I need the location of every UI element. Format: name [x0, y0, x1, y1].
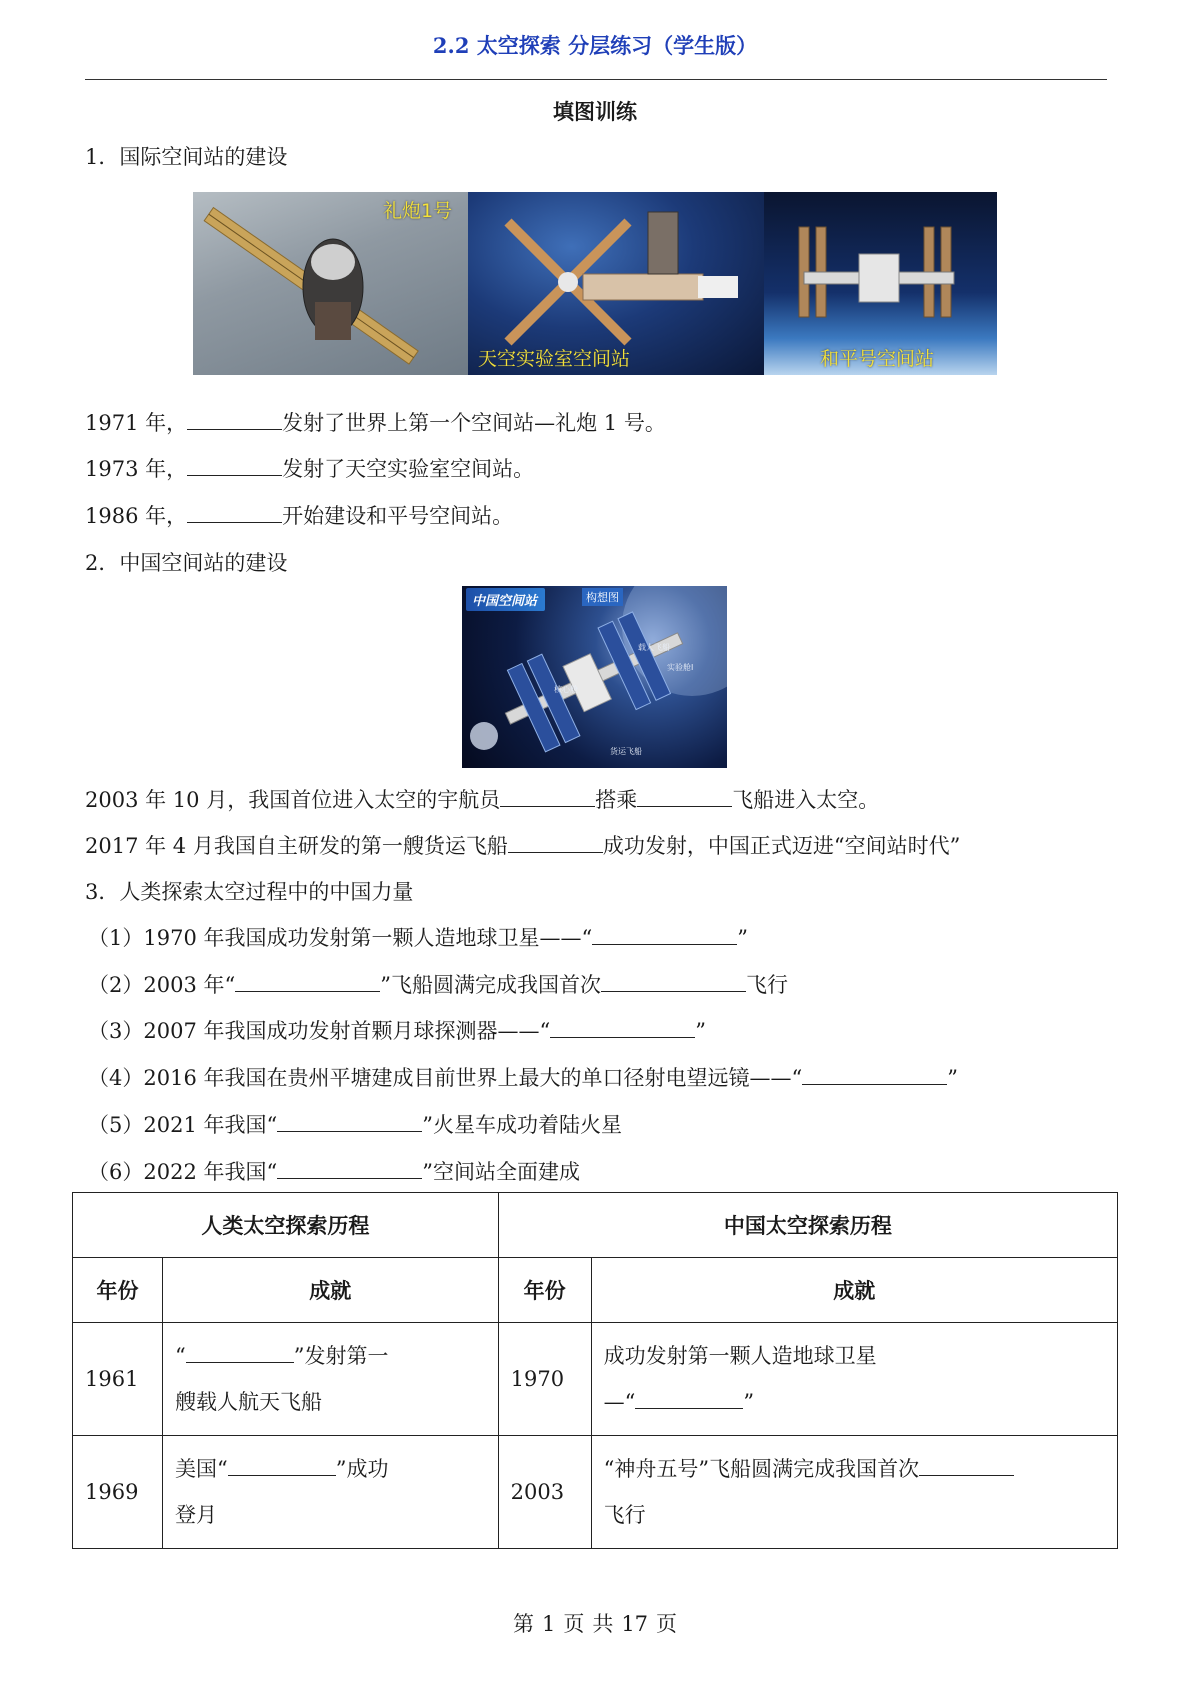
row2-c-b: 飞行 — [603, 1503, 646, 1527]
csss-photo-tag: 构想图 — [582, 588, 623, 606]
footer-b: 页 — [563, 1612, 585, 1636]
row1-h-b: ”发射第一 — [293, 1344, 389, 1368]
mir-caption: 和平号空间站 — [820, 348, 935, 370]
row1-c-c: ” — [743, 1390, 755, 1414]
q3-item-2 — [88, 969, 788, 999]
q3-item-3-b: ” — [695, 1019, 706, 1043]
page-header-title: 2.2 太空探索 分层练习（学生版） — [432, 33, 758, 58]
q1-line-2 — [85, 453, 534, 483]
csss-illustration — [462, 586, 727, 768]
table-blank-2003[interactable] — [919, 1455, 1014, 1476]
table-header-row — [73, 1193, 1118, 1258]
china-history-header: 中国太空探索历程 — [498, 1193, 1117, 1258]
q3-item-4-a: （4）2016 年我国在贵州平塘建成目前世界上最大的单口径射电望远镜——“ — [88, 1066, 803, 1090]
mir-photo — [764, 192, 997, 375]
q3-item-3 — [88, 1015, 706, 1045]
q3-item-1-a: （1）1970 年我国成功发射第一颗人造地球卫星——“ — [88, 926, 593, 950]
q3-item-5 — [88, 1109, 622, 1139]
footer-page-number: 1 — [541, 1612, 556, 1636]
q3-title: 3．人类探索太空过程中的中国力量 — [85, 880, 414, 904]
q3-item-2-a: （2）2003 年“ — [88, 973, 236, 997]
q3-item-1-b: ” — [737, 926, 748, 950]
q2-line-1-a: 2003 年 10 月，我国首位进入太空的宇航员 — [85, 788, 501, 812]
footer-c: 共 — [592, 1612, 614, 1636]
q3-item-2-b: ”飞船圆满完成我国首次 — [380, 973, 601, 997]
table-row — [73, 1436, 1118, 1549]
human-history-header: 人类太空探索历程 — [73, 1193, 499, 1258]
q2-line-1-b: 搭乘 — [595, 788, 638, 812]
china-year-header: 年份 — [498, 1258, 591, 1323]
q2-title: 2．中国空间站的建设 — [85, 551, 288, 575]
q2-line-2-b: 成功发射，中国正式迈进“空间站时代” — [602, 834, 961, 858]
human-achievement-header: 成就 — [162, 1258, 498, 1323]
china-year-cell: 2003 — [498, 1436, 591, 1549]
china-space-station-photo — [462, 586, 727, 768]
q3-blank-3[interactable] — [550, 1017, 695, 1038]
footer-total-pages: 17 — [621, 1612, 649, 1636]
q2-line-1-c: 飞船进入太空。 — [732, 788, 880, 812]
q3-blank-1[interactable] — [592, 924, 737, 945]
q3-blank-6[interactable] — [277, 1158, 422, 1179]
q3-item-6-b: ”空间站全面建成 — [422, 1160, 580, 1184]
human-year-header: 年份 — [73, 1258, 163, 1323]
table-blank-1969[interactable] — [228, 1455, 336, 1476]
china-year-cell: 1970 — [498, 1323, 591, 1436]
q1-blank-3[interactable] — [187, 502, 282, 523]
space-station-photo-strip — [193, 192, 997, 375]
page-footer — [0, 1608, 1190, 1638]
q1-line-2-post: 发射了天空实验室空间站。 — [282, 457, 535, 481]
q2-line-1 — [85, 784, 879, 814]
q3-item-2-c: 飞行 — [745, 973, 788, 997]
exploration-history-table — [72, 1192, 1118, 1549]
q3-item-5-b: ”火星车成功着陆火星 — [422, 1113, 622, 1137]
q1-line-3-pre: 1986 年， — [85, 504, 188, 528]
section-title: 填图训练 — [553, 99, 637, 124]
q3-blank-4[interactable] — [802, 1064, 947, 1085]
q3-blank-5[interactable] — [277, 1111, 422, 1132]
human-year-cell: 1969 — [73, 1436, 163, 1549]
q3-item-4 — [88, 1062, 958, 1092]
q3-item-6 — [88, 1156, 580, 1186]
q1-line-1-post: 发射了世界上第一个空间站—礼炮 1 号。 — [282, 411, 666, 435]
q1-blank-2[interactable] — [187, 455, 282, 476]
csss-label-lab: 实验舱Ⅰ — [667, 663, 694, 672]
q2-line-2-a: 2017 年 4 月我国自主研发的第一艘货运飞船 — [85, 834, 508, 858]
csss-label-cargo: 货运飞船 — [610, 747, 642, 756]
china-achievement-header: 成就 — [591, 1258, 1117, 1323]
table-subheader-row — [73, 1258, 1118, 1323]
china-achievement-cell — [591, 1323, 1117, 1436]
q2-blank-cargo[interactable] — [508, 832, 603, 853]
skylab-photo — [468, 192, 764, 375]
header-divider — [85, 79, 1107, 80]
q1-line-2-pre: 1973 年， — [85, 457, 188, 481]
q1-line-1-pre: 1971 年， — [85, 411, 188, 435]
row1-h-a: “ — [174, 1344, 186, 1368]
row2-h-c: 登月 — [174, 1503, 217, 1527]
q3-blank-2a[interactable] — [235, 971, 380, 992]
footer-d: 页 — [656, 1612, 678, 1636]
q2-line-2 — [85, 830, 960, 860]
q1-title: 1．国际空间站的建设 — [85, 145, 288, 169]
q3-blank-2b[interactable] — [601, 971, 746, 992]
q1-line-3 — [85, 500, 513, 530]
q2-blank-astronaut[interactable] — [500, 786, 595, 807]
human-year-cell: 1961 — [73, 1323, 163, 1436]
csss-label-core: 核心舱 — [554, 685, 578, 694]
table-blank-1961[interactable] — [186, 1342, 294, 1363]
human-achievement-cell — [162, 1436, 498, 1549]
human-achievement-cell — [162, 1323, 498, 1436]
row2-c-a: “神舟五号”飞船圆满完成我国首次 — [603, 1457, 920, 1481]
table-blank-1970[interactable] — [635, 1388, 743, 1409]
q3-item-4-b: ” — [947, 1066, 958, 1090]
q1-line-3-post: 开始建设和平号空间站。 — [282, 504, 514, 528]
row2-h-b: ”成功 — [335, 1457, 389, 1481]
row2-h-a: 美国“ — [174, 1457, 228, 1481]
salyut-caption: 礼炮1号 — [383, 200, 453, 222]
row1-c-b: —“ — [603, 1390, 636, 1414]
table-row — [73, 1323, 1118, 1436]
row1-c-a: 成功发射第一颗人造地球卫星 — [603, 1344, 877, 1368]
q3-item-3-a: （3）2007 年我国成功发射首颗月球探测器——“ — [88, 1019, 551, 1043]
csss-photo-title: 中国空间站 — [466, 588, 545, 611]
q3-item-1 — [88, 922, 748, 952]
q1-line-1 — [85, 407, 666, 437]
footer-a: 第 — [512, 1612, 534, 1636]
q2-blank-spacecraft[interactable] — [637, 786, 732, 807]
row1-h-c: 艘载人航天飞船 — [174, 1390, 322, 1414]
salyut-photo — [193, 192, 468, 375]
csss-label-crew: 载人飞船 — [638, 643, 670, 652]
q3-item-5-a: （5）2021 年我国“ — [88, 1113, 278, 1137]
china-achievement-cell — [591, 1436, 1117, 1549]
q1-blank-1[interactable] — [187, 409, 282, 430]
skylab-caption: 天空实验室空间站 — [478, 348, 631, 370]
q3-item-6-a: （6）2022 年我国“ — [88, 1160, 278, 1184]
